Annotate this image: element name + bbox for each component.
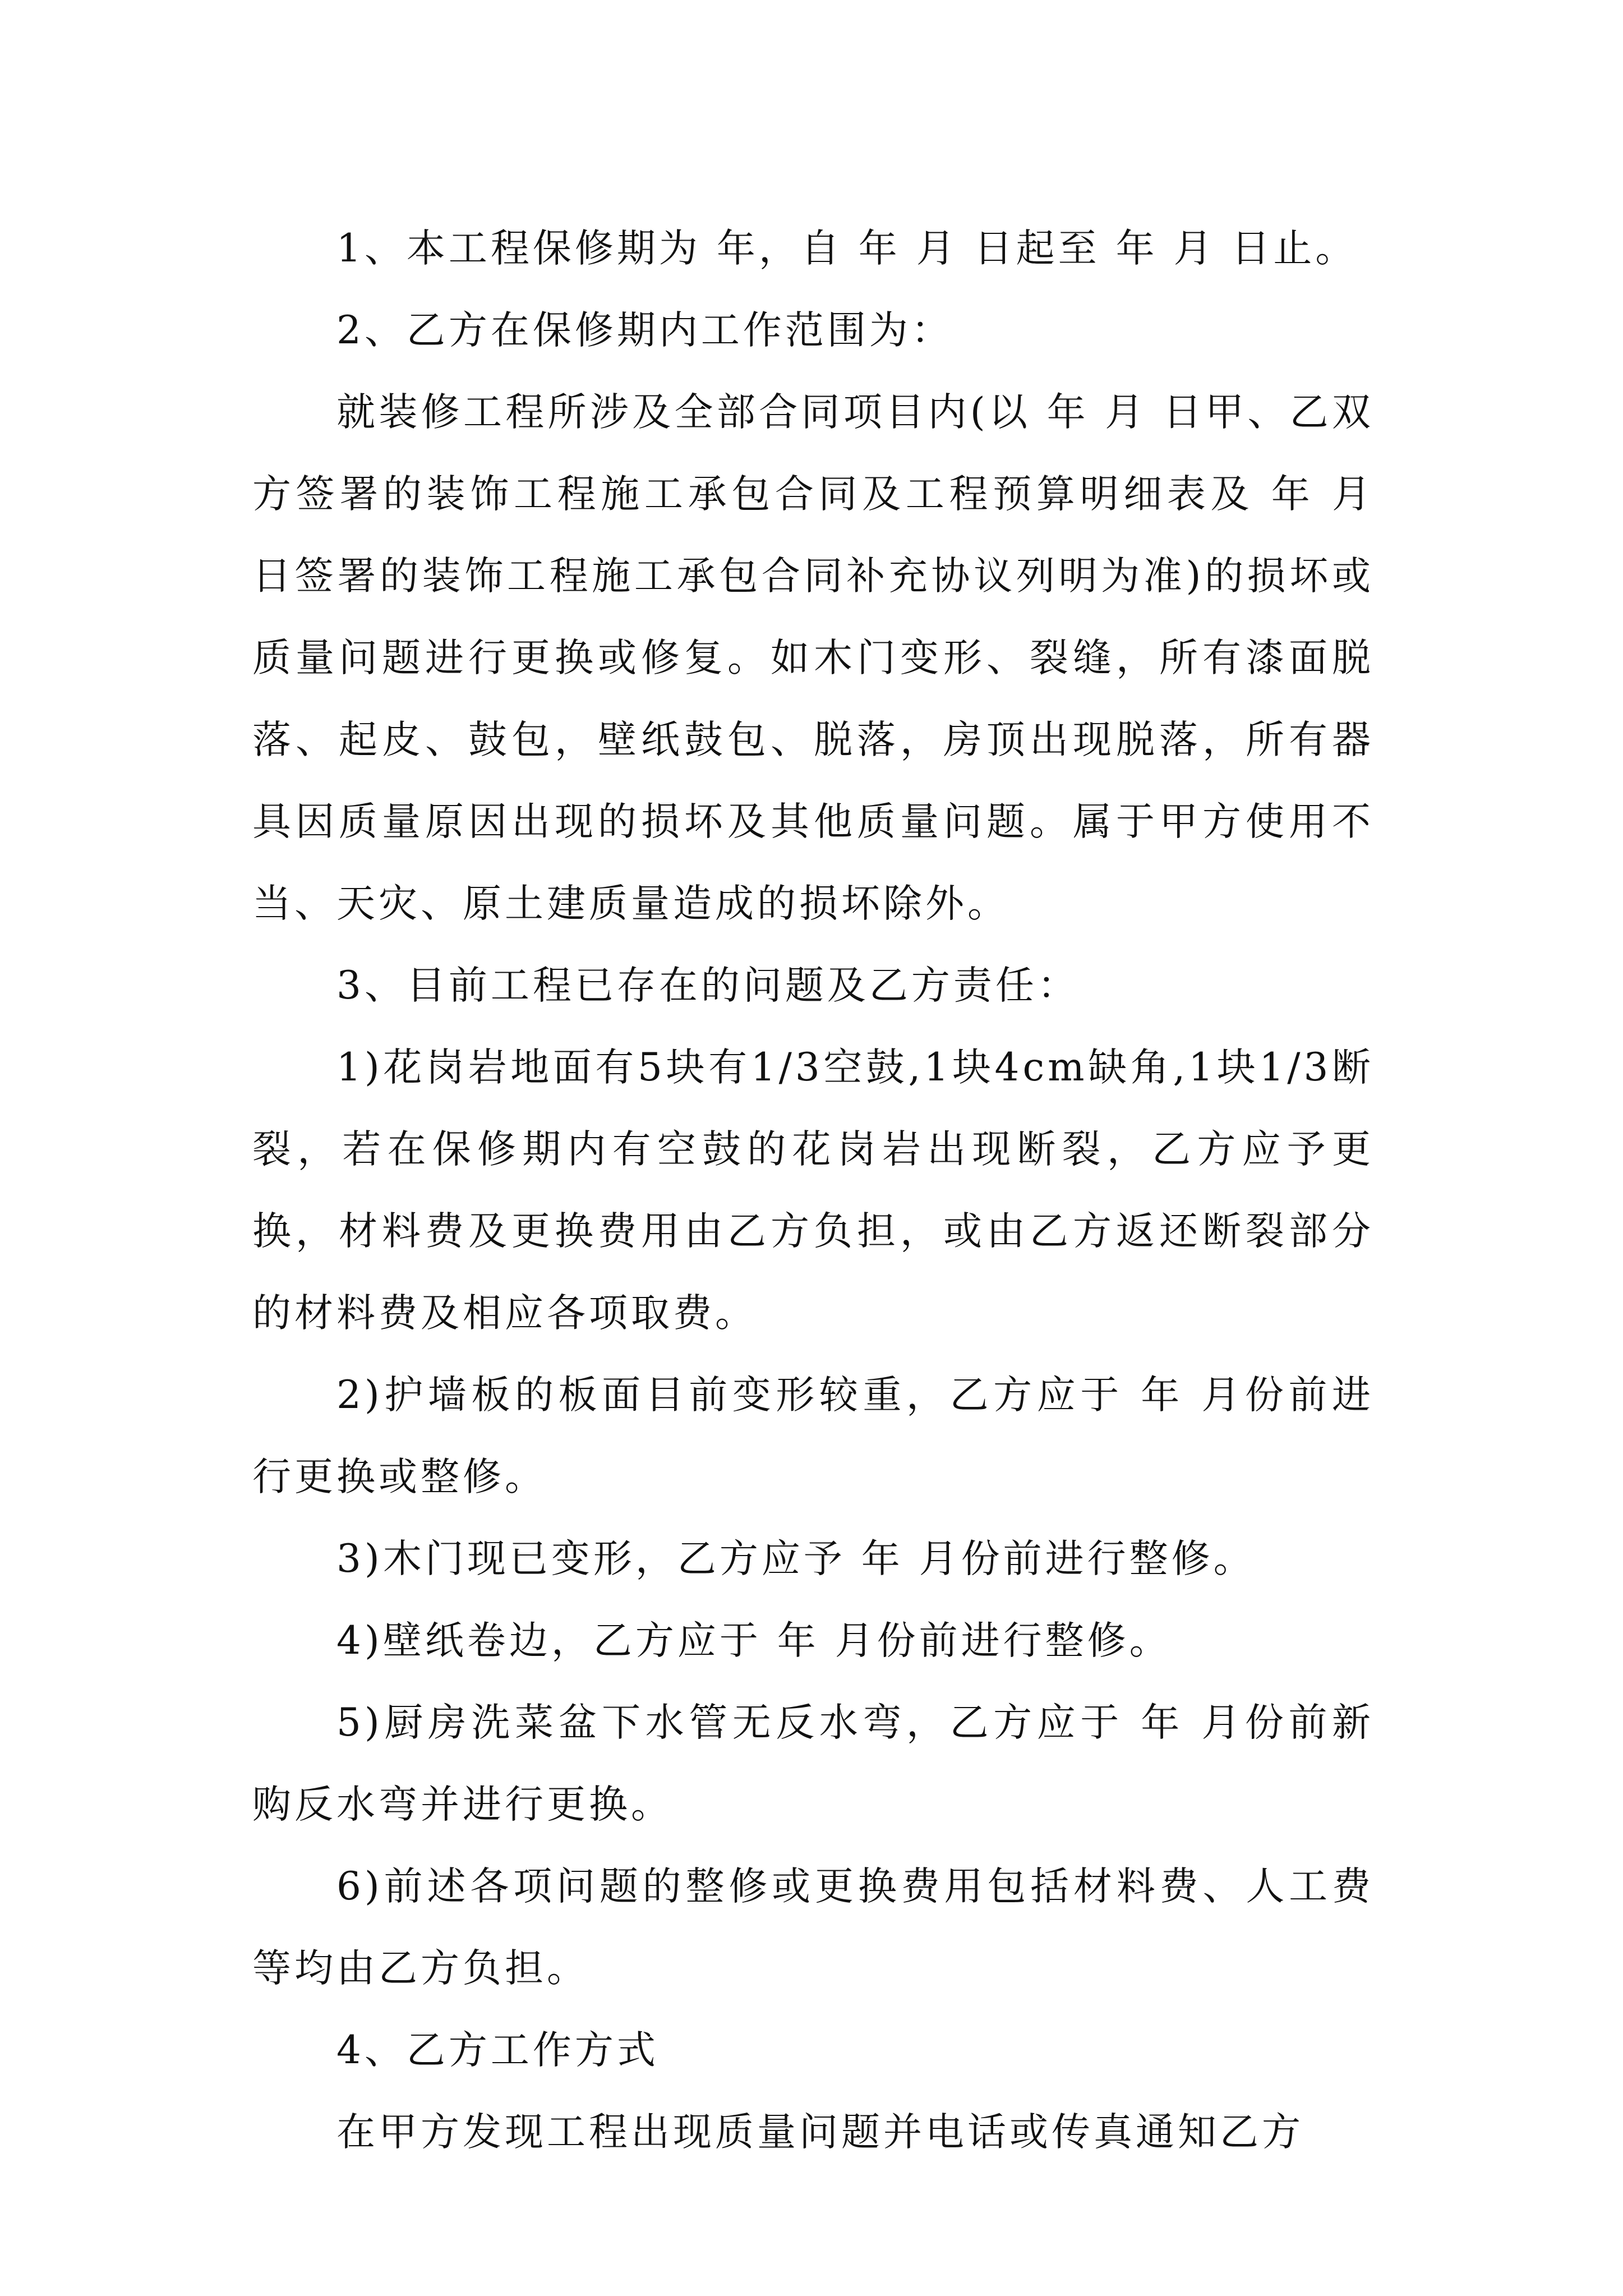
issue-wall-panel: 2)护墙板的板面目前变形较重，乙方应于 年 月份前进行更换或整修。 — [252, 1373, 1374, 1499]
clause-work-method-heading: 4、乙方工作方式 — [336, 2028, 659, 2073]
clause-work-scope-heading: 2、乙方在保修期内工作范围为： — [336, 308, 953, 353]
issue-cost-responsibility: 6)前述各项问题的整修或更换费用包括材料费、人工费等均由乙方负担。 — [252, 1864, 1374, 1991]
clause-warranty-period: 1、本工程保修期为 年，自 年 月 日起至 年 月 日止。 — [336, 226, 1358, 271]
document-body — [252, 208, 1374, 2173]
clause-work-scope-body: 就装修工程所涉及全部合同项目内(以 年 月 日甲、乙双方签署的装饰工程施工承包合同及工程预算明细表及 年 月 日签署的装饰工程施工承包合同补充协议列明为准)的损坏或质量问题进行更换或修复。如木门变形、裂缝，所有漆面脱落、起皮、鼓包，壁纸鼓包、脱落，房顶出现脱落，所有器具因质量原因出现的损坏及其他质量问题。属于甲方使用不当、天灾、原土建质量造成的损坏除外。 — [252, 390, 1374, 926]
issue-kitchen-sink-drain: 5)厨房洗菜盆下水管无反水弯，乙方应于 年 月份前新购反水弯并进行更换。 — [252, 1700, 1374, 1827]
clause-existing-issues-heading: 3、目前工程已存在的问题及乙方责任： — [336, 963, 1080, 1008]
clause-work-method-body: 在甲方发现工程出现质量问题并电话或传真通知乙方 — [336, 2110, 1304, 2155]
issue-wallpaper: 4)壁纸卷边，乙方应于 年 月份前进行整修。 — [336, 1618, 1172, 1663]
issue-granite-floor: 1)花岗岩地面有5块有1/3空鼓,1块4cm缺角,1块1/3断裂，若在保修期内有空鼓的花岗岩出现断裂，乙方应予更换，材料费及更换费用由乙方负担，或由乙方返还断裂部分的材料费及相应各项取费。 — [252, 1045, 1374, 1336]
issue-wooden-door: 3)木门现已变形，乙方应予 年 月份前进行整修。 — [336, 1536, 1256, 1581]
